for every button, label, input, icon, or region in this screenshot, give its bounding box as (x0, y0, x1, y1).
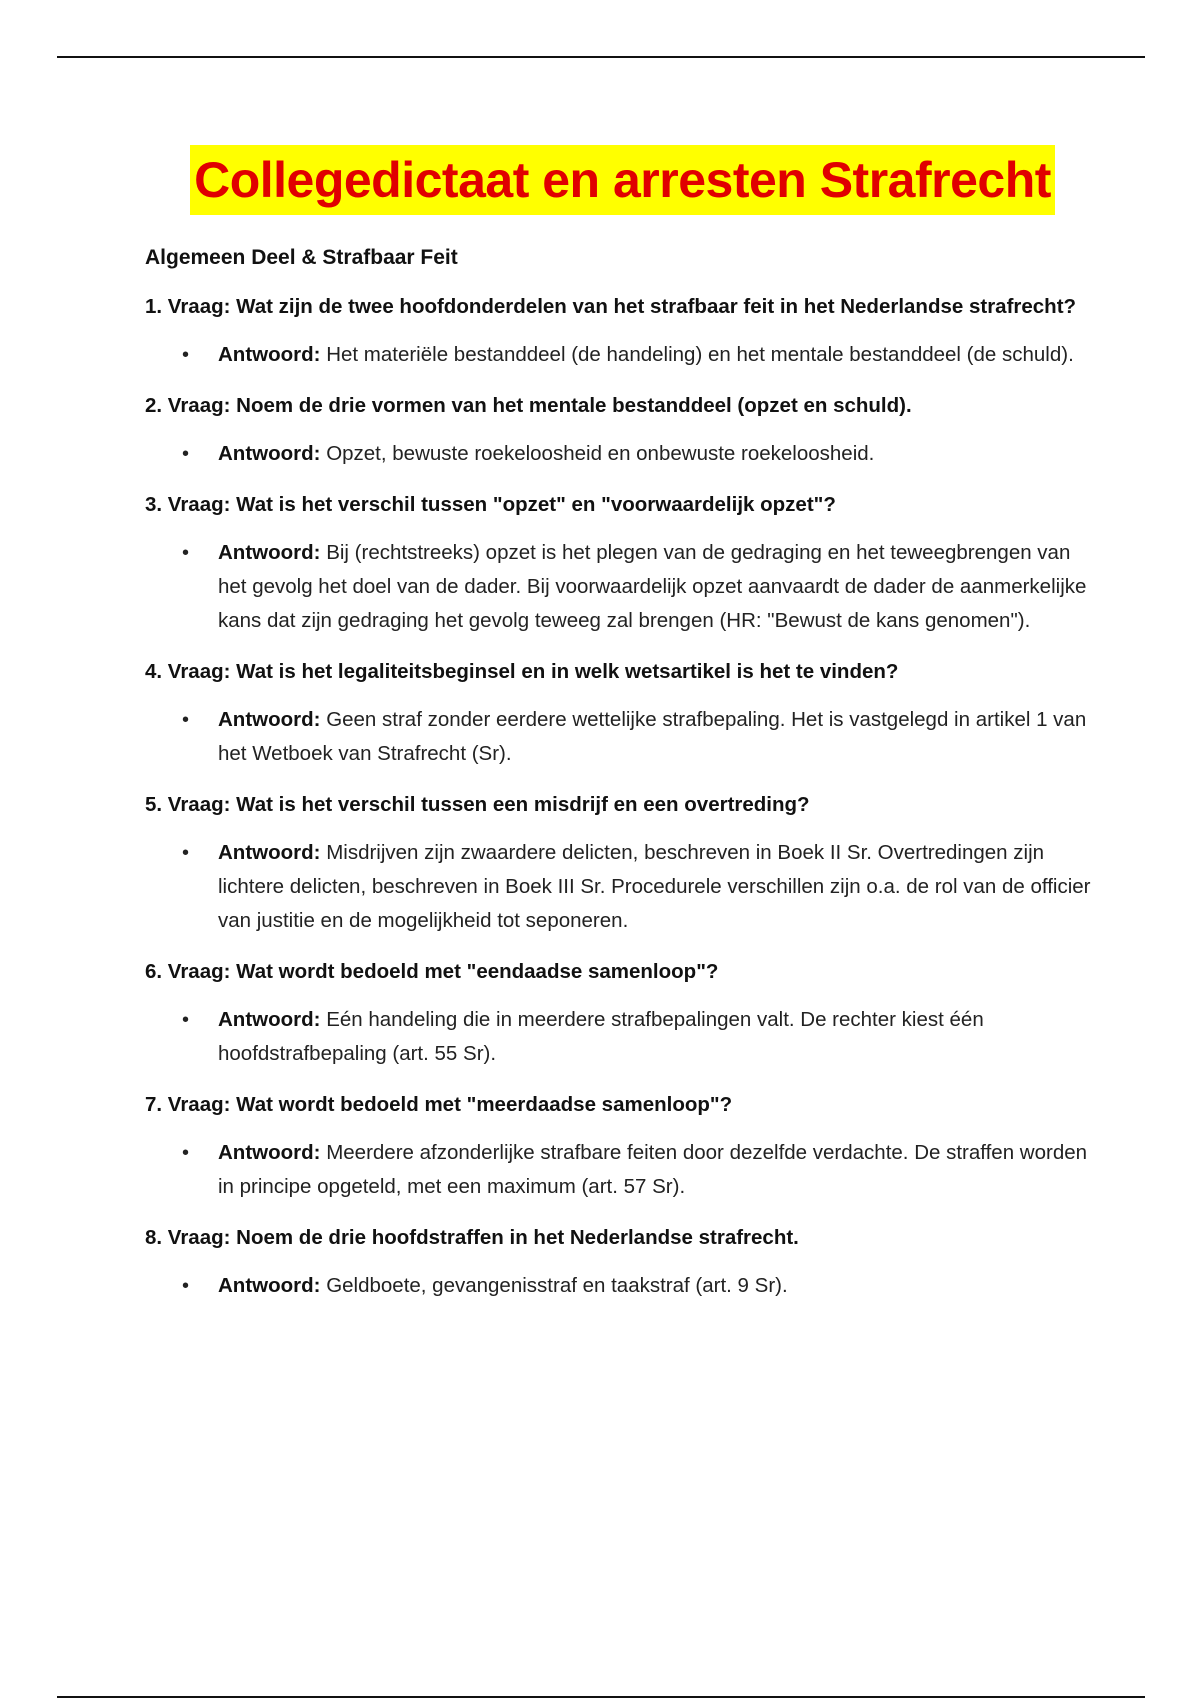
answer-1 (145, 338, 1095, 372)
answer-label: Antwoord: (218, 1141, 321, 1164)
answer-3 (145, 536, 1095, 638)
bullet-icon: • (182, 1142, 190, 1164)
answer-8 (145, 1269, 1095, 1303)
answer-label: Antwoord: (218, 343, 321, 366)
section-heading: Algemeen Deel & Strafbaar Feit (145, 246, 458, 269)
answer-text: Eén handeling die in meerdere strafbepalingen valt. De rechter kiest één hoofdstrafbepaling (art. 55 Sr). (218, 1008, 984, 1065)
answer-text: Misdrijven zijn zwaardere delicten, beschreven in Boek II Sr. Overtredingen zijn lichtere delicten, beschreven in Boek III Sr. Procedurele verschillen zijn o.a. de rol van de officier van justitie en de mogelijkheid tot seponeren. (218, 841, 1091, 932)
question-8: 8. Vraag: Noem de drie hoofdstraffen in het Nederlandse strafrecht. (145, 1226, 799, 1249)
question-6: 6. Vraag: Wat wordt bedoeld met "eendaadse samenloop"? (145, 960, 719, 983)
question-5: 5. Vraag: Wat is het verschil tussen een misdrijf en een overtreding? (145, 793, 810, 816)
answer-text: Het materiële bestanddeel (de handeling) en het mentale bestanddeel (de schuld). (326, 343, 1074, 366)
answer-label: Antwoord: (218, 708, 321, 731)
bullet-icon: • (182, 842, 190, 864)
answer-text: Meerdere afzonderlijke strafbare feiten door dezelfde verdachte. De straffen worden in principe opgeteld, met een maximum (art. 57 Sr). (218, 1141, 1088, 1198)
answer-text: Geldboete, gevangenisstraf en taakstraf (art. 9 Sr). (326, 1274, 788, 1297)
answer-label: Antwoord: (218, 841, 321, 864)
answer-5 (145, 836, 1095, 938)
bottom-rule (57, 1696, 1145, 1698)
bullet-icon: • (182, 542, 190, 564)
qa-list (145, 290, 1095, 1320)
answer-text: Bij (rechtstreeks) opzet is het plegen van de gedraging en het teweegbrengen van het gevolg het doel van de dader. Bij voorwaardelijk opzet aanvaardt de dader de aanmerkelijke kans dat zijn gedraging het gevolg teweeg zal brengen (HR: "Bewust de kans genomen"). (218, 541, 1087, 632)
answer-4 (145, 703, 1095, 771)
answer-text: Opzet, bewuste roekeloosheid en onbewuste roekeloosheid. (326, 442, 875, 465)
question-2: 2. Vraag: Noem de drie vormen van het mentale bestanddeel (opzet en schuld). (145, 394, 912, 417)
question-4: 4. Vraag: Wat is het legaliteitsbeginsel en in welk wetsartikel is het te vinden? (145, 660, 899, 683)
document-title: Collegedictaat en arresten Strafrecht (190, 145, 1055, 215)
answer-7 (145, 1136, 1095, 1204)
title-block (190, 145, 1055, 215)
bullet-icon: • (182, 344, 190, 366)
answer-label: Antwoord: (218, 541, 321, 564)
question-7: 7. Vraag: Wat wordt bedoeld met "meerdaadse samenloop"? (145, 1093, 733, 1116)
answer-label: Antwoord: (218, 1274, 321, 1297)
answer-text: Geen straf zonder eerdere wettelijke strafbepaling. Het is vastgelegd in artikel 1 van het Wetboek van Strafrecht (Sr). (218, 708, 1087, 765)
answer-label: Antwoord: (218, 442, 321, 465)
bullet-icon: • (182, 709, 190, 731)
top-rule (57, 56, 1145, 58)
question-3: 3. Vraag: Wat is het verschil tussen "opzet" en "voorwaardelijk opzet"? (145, 493, 836, 516)
bullet-icon: • (182, 1275, 190, 1297)
question-1: 1. Vraag: Wat zijn de twee hoofdonderdelen van het strafbaar feit in het Nederlandse strafrecht? (145, 295, 1077, 318)
bullet-icon: • (182, 443, 190, 465)
bullet-icon: • (182, 1009, 190, 1031)
answer-label: Antwoord: (218, 1008, 321, 1031)
answer-2 (145, 437, 1095, 471)
answer-6 (145, 1003, 1095, 1071)
